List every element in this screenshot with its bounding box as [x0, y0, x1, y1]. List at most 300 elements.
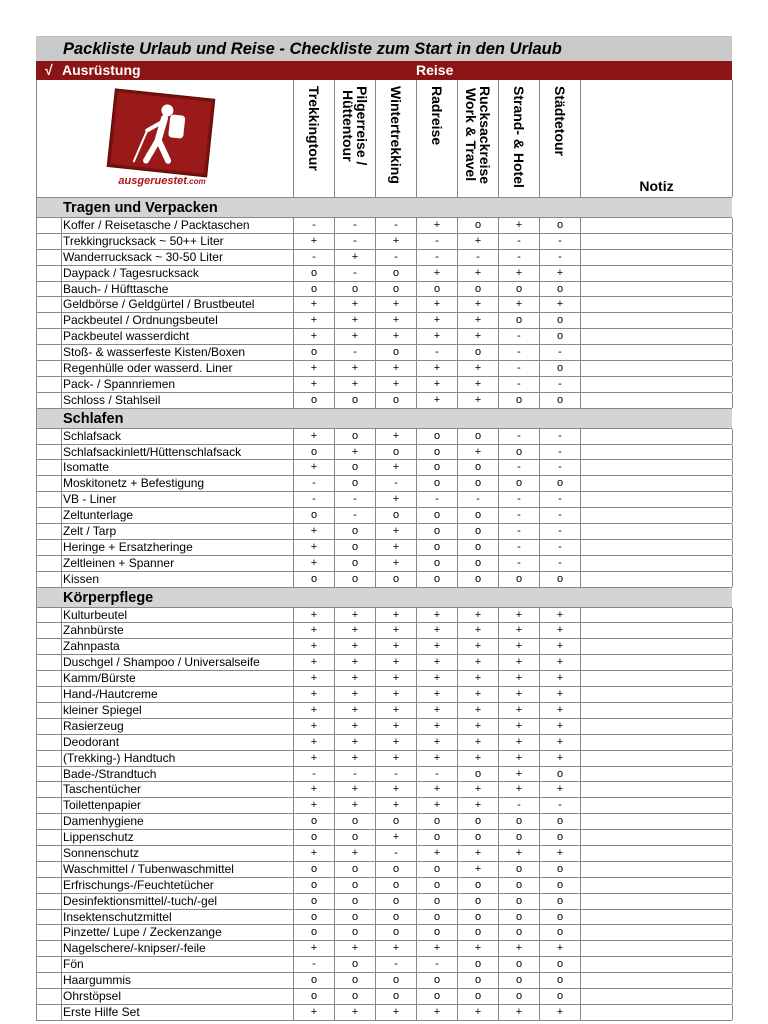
notiz-cell[interactable]	[580, 925, 733, 940]
notiz-cell[interactable]	[580, 313, 733, 328]
col-wintertrekking-value: +	[375, 313, 416, 328]
col-trekkingtour-value: o	[293, 266, 334, 281]
col-radreise-value: +	[416, 1005, 457, 1020]
col-pilgerreise-value: o	[334, 878, 375, 893]
notiz-cell[interactable]	[580, 973, 733, 988]
col-staedtetour-value: +	[539, 608, 580, 623]
item-name: Desinfektionsmittel/-tuch/-gel	[61, 894, 297, 909]
col-trekkingtour-value: o	[293, 445, 334, 460]
col-trekkingtour-value: +	[293, 719, 334, 734]
col-strand-hotel-value: +	[498, 608, 539, 623]
col-wintertrekking-value: +	[375, 687, 416, 702]
col-radreise-value: +	[416, 941, 457, 956]
notiz-label: Notiz	[639, 178, 674, 194]
col-radreise-value: +	[416, 703, 457, 718]
notiz-cell[interactable]	[580, 703, 733, 718]
notiz-cell[interactable]	[580, 989, 733, 1004]
col-trekkingtour-value: +	[293, 556, 334, 571]
col-wintertrekking-value: +	[375, 941, 416, 956]
col-rucksackreise-value: o	[457, 476, 498, 491]
col-strand-hotel-value: -	[498, 377, 539, 392]
col-wintertrekking-value: -	[375, 957, 416, 972]
item-name: Trekkingrucksack ~ 50++ Liter	[61, 234, 297, 249]
col-trekkingtour-value: o	[293, 989, 334, 1004]
col-strand-hotel-value: -	[498, 250, 539, 265]
notiz-cell[interactable]	[580, 393, 733, 408]
section-header: Schlafen	[36, 409, 732, 429]
col-trekkingtour-value: o	[293, 910, 334, 925]
table-row	[36, 540, 732, 556]
notiz-cell[interactable]	[580, 798, 733, 813]
table-row	[36, 572, 732, 588]
table-row	[36, 282, 732, 298]
col-wintertrekking-value: +	[375, 297, 416, 312]
col-staedtetour-value: o	[539, 862, 580, 877]
notiz-cell[interactable]	[580, 540, 733, 555]
col-rucksackreise-value: +	[457, 1005, 498, 1020]
col-strand-hotel-value: +	[498, 941, 539, 956]
notiz-cell[interactable]	[580, 782, 733, 797]
col-trekkingtour-value: -	[293, 250, 334, 265]
col-trekkingtour-value: +	[293, 234, 334, 249]
item-name: kleiner Spiegel	[61, 703, 297, 718]
notiz-cell[interactable]	[580, 218, 733, 233]
col-radreise-value: o	[416, 429, 457, 444]
col-staedtetour-value: +	[539, 687, 580, 702]
col-staedtetour-value: o	[539, 767, 580, 782]
notiz-cell[interactable]	[580, 719, 733, 734]
col-pilgerreise-value: o	[334, 556, 375, 571]
item-name: Moskitonetz + Befestigung	[61, 476, 297, 491]
col-radreise-value: -	[416, 492, 457, 507]
col-radreise-value: o	[416, 973, 457, 988]
item-name: Zeltunterlage	[61, 508, 297, 523]
notiz-cell[interactable]	[580, 862, 733, 877]
col-radreise-value: +	[416, 639, 457, 654]
col-wintertrekking-value: o	[375, 925, 416, 940]
col-rucksackreise-value: +	[457, 313, 498, 328]
notiz-cell[interactable]	[580, 476, 733, 491]
col-pilgerreise-value: o	[334, 540, 375, 555]
col-trekkingtour-value: -	[293, 767, 334, 782]
col-staedtetour-value: +	[539, 751, 580, 766]
col-staedtetour-value: +	[539, 655, 580, 670]
col-wintertrekking-value: +	[375, 1005, 416, 1020]
col-radreise-value: o	[416, 925, 457, 940]
notiz-cell[interactable]	[580, 735, 733, 750]
item-name: Stoß- & wasserfeste Kisten/Boxen	[61, 345, 297, 360]
notiz-cell[interactable]	[580, 524, 733, 539]
col-staedtetour-value: o	[539, 814, 580, 829]
item-name: Schlafsack	[61, 429, 297, 444]
notiz-cell[interactable]	[580, 894, 733, 909]
col-wintertrekking-value: -	[375, 476, 416, 491]
col-pilgerreise-value: +	[334, 623, 375, 638]
col-trekkingtour-value: +	[293, 297, 334, 312]
col-wintertrekking-value: o	[375, 989, 416, 1004]
col-radreise-value: +	[416, 735, 457, 750]
col-radreise-value: +	[416, 671, 457, 686]
notiz-cell[interactable]	[580, 767, 733, 782]
table-row	[36, 846, 732, 862]
col-pilgerreise-value: +	[334, 846, 375, 861]
col-staedtetour-value: +	[539, 623, 580, 638]
notiz-cell[interactable]	[580, 266, 733, 281]
col-pilgerreise-value: +	[334, 329, 375, 344]
notiz-cell[interactable]	[580, 941, 733, 956]
item-name: Kamm/Bürste	[61, 671, 297, 686]
item-name: Kulturbeutel	[61, 608, 297, 623]
table-row	[36, 655, 732, 671]
col-radreise-value: +	[416, 329, 457, 344]
col-strand-hotel-value: +	[498, 655, 539, 670]
col-pilgerreise-value: -	[334, 234, 375, 249]
col-radreise-value: o	[416, 524, 457, 539]
notiz-cell[interactable]	[580, 361, 733, 376]
item-name: Daypack / Tagesrucksack	[61, 266, 297, 281]
col-strand-hotel-value: +	[498, 1005, 539, 1020]
col-radreise-value: o	[416, 556, 457, 571]
col-strand-hotel-value: -	[498, 429, 539, 444]
col-rucksackreise-value: o	[457, 910, 498, 925]
col-radreise-value: o	[416, 476, 457, 491]
col-trekkingtour-value: o	[293, 393, 334, 408]
table-row	[36, 925, 732, 941]
col-rucksackreise-value: +	[457, 393, 498, 408]
col-radreise-value: +	[416, 687, 457, 702]
col-pilgerreise-value: o	[334, 393, 375, 408]
col-strand-hotel-value: o	[498, 572, 539, 587]
item-name: Geldbörse / Geldgürtel / Brustbeutel	[61, 297, 297, 312]
col-staedtetour-value: -	[539, 377, 580, 392]
col-pilgerreise-value: +	[334, 735, 375, 750]
col-radreise-header	[416, 80, 457, 197]
col-staedtetour-value: -	[539, 460, 580, 475]
col-rucksackreise-value: o	[457, 540, 498, 555]
col-strand-hotel-value: o	[498, 393, 539, 408]
col-strand-hotel-value: o	[498, 973, 539, 988]
table-row	[36, 608, 732, 624]
col-trekkingtour-value: +	[293, 671, 334, 686]
item-name: (Trekking-) Handtuch	[61, 751, 297, 766]
col-wintertrekking-value: o	[375, 572, 416, 587]
col-trekkingtour-value: +	[293, 524, 334, 539]
notiz-cell[interactable]	[580, 957, 733, 972]
col-strand-hotel-value: -	[498, 524, 539, 539]
col-pilgerreise-value: +	[334, 297, 375, 312]
col-strand-hotel-value: +	[498, 671, 539, 686]
col-pilgerreise-value: o	[334, 282, 375, 297]
notiz-cell[interactable]	[580, 846, 733, 861]
notiz-cell[interactable]	[580, 751, 733, 766]
col-wintertrekking-value: o	[375, 878, 416, 893]
section-header: Tragen und Verpacken	[36, 198, 732, 218]
table-row	[36, 639, 732, 655]
col-pilgerreise-header	[334, 80, 375, 197]
col-pilgerreise-value: +	[334, 361, 375, 376]
item-name: Zelt / Tarp	[61, 524, 297, 539]
table-row	[36, 556, 732, 572]
col-staedtetour-value: -	[539, 445, 580, 460]
col-wintertrekking-value: +	[375, 798, 416, 813]
col-rucksackreise-value: +	[457, 751, 498, 766]
col-staedtetour-value: o	[539, 361, 580, 376]
col-rucksackreise-value: +	[457, 687, 498, 702]
col-wintertrekking-value: +	[375, 492, 416, 507]
col-rucksackreise-value: o	[457, 345, 498, 360]
notiz-cell[interactable]	[580, 556, 733, 571]
col-rucksackreise-value: +	[457, 719, 498, 734]
col-rucksackreise-value: o	[457, 282, 498, 297]
table-row	[36, 429, 732, 445]
col-rucksackreise-header	[457, 80, 498, 197]
notiz-cell[interactable]	[580, 572, 733, 587]
item-name: Bade-/Strandtuch	[61, 767, 297, 782]
col-trekkingtour-value: o	[293, 973, 334, 988]
item-name: Haargummis	[61, 973, 297, 988]
notiz-cell[interactable]	[580, 608, 733, 623]
col-rucksackreise-value: +	[457, 782, 498, 797]
notiz-cell[interactable]	[580, 377, 733, 392]
col-trekkingtour-value: -	[293, 218, 334, 233]
col-radreise-value: o	[416, 282, 457, 297]
col-strand-hotel-value: o	[498, 894, 539, 909]
item-name: Deodorant	[61, 735, 297, 750]
col-wintertrekking-value: +	[375, 234, 416, 249]
col-staedtetour-value: o	[539, 973, 580, 988]
notiz-cell[interactable]	[580, 878, 733, 893]
col-trekkingtour-value: +	[293, 846, 334, 861]
notiz-cell[interactable]	[580, 1005, 733, 1020]
col-radreise-value: -	[416, 345, 457, 360]
col-staedtetour-value: o	[539, 878, 580, 893]
col-radreise-value: o	[416, 894, 457, 909]
item-name: Packbeutel / Ordnungsbeutel	[61, 313, 297, 328]
col-pilgerreise-value: -	[334, 767, 375, 782]
col-trekkingtour-value: o	[293, 878, 334, 893]
col-rucksackreise-value: +	[457, 297, 498, 312]
col-wintertrekking-value: -	[375, 846, 416, 861]
col-staedtetour-value: o	[539, 218, 580, 233]
item-name: Taschentücher	[61, 782, 297, 797]
table-row	[36, 767, 732, 783]
notiz-cell[interactable]	[580, 345, 733, 360]
notiz-cell[interactable]	[580, 655, 733, 670]
col-rucksackreise-value: +	[457, 266, 498, 281]
col-pilgerreise-value: o	[334, 814, 375, 829]
col-rucksackreise-value: o	[457, 989, 498, 1004]
col-staedtetour-value: +	[539, 846, 580, 861]
col-strand-hotel-value: +	[498, 703, 539, 718]
col-pilgerreise-value: o	[334, 894, 375, 909]
notiz-cell[interactable]	[580, 492, 733, 507]
logo-text: ausgeruestet.com	[118, 175, 206, 187]
column-label: Trekkingtour	[306, 86, 322, 171]
table-row	[36, 361, 732, 377]
col-staedtetour-value: +	[539, 703, 580, 718]
col-rucksackreise-value: o	[457, 429, 498, 444]
col-staedtetour-value: +	[539, 297, 580, 312]
col-trekkingtour-value: o	[293, 814, 334, 829]
col-strand-hotel-value: o	[498, 445, 539, 460]
col-rucksackreise-value: +	[457, 608, 498, 623]
table-row	[36, 297, 732, 313]
notiz-cell[interactable]	[580, 250, 733, 265]
col-pilgerreise-value: +	[334, 608, 375, 623]
item-name: VB - Liner	[61, 492, 297, 507]
table-row	[36, 941, 732, 957]
notiz-cell[interactable]	[580, 623, 733, 638]
table-row	[36, 687, 732, 703]
hiker-logo	[99, 88, 225, 190]
col-wintertrekking-header	[375, 80, 416, 197]
col-staedtetour-value: o	[539, 282, 580, 297]
col-rucksackreise-value: o	[457, 524, 498, 539]
item-name: Pinzette/ Lupe / Zeckenzange	[61, 925, 297, 940]
col-strand-hotel-value: +	[498, 782, 539, 797]
col-rucksackreise-value: o	[457, 814, 498, 829]
col-pilgerreise-value: o	[334, 989, 375, 1004]
notiz-cell[interactable]	[580, 671, 733, 686]
column-header-row	[36, 80, 732, 198]
col-strand-hotel-value: +	[498, 735, 539, 750]
packing-list-sheet	[36, 36, 732, 1021]
col-trekkingtour-value: +	[293, 687, 334, 702]
notiz-cell[interactable]	[580, 910, 733, 925]
col-notiz-header	[580, 80, 733, 197]
col-trekkingtour-value: +	[293, 639, 334, 654]
item-name: Zahnbürste	[61, 623, 297, 638]
notiz-cell[interactable]	[580, 508, 733, 523]
col-pilgerreise-value: +	[334, 751, 375, 766]
col-strand-hotel-value: -	[498, 492, 539, 507]
col-staedtetour-value: o	[539, 572, 580, 587]
notiz-cell[interactable]	[580, 814, 733, 829]
item-name: Waschmittel / Tubenwaschmittel	[61, 862, 297, 877]
item-name: Ohrstöpsel	[61, 989, 297, 1004]
item-name: Nagelschere/-knipser/-feile	[61, 941, 297, 956]
col-strand-hotel-value: +	[498, 719, 539, 734]
col-trekkingtour-value: -	[293, 957, 334, 972]
col-trekkingtour-header	[293, 80, 334, 197]
col-wintertrekking-value: +	[375, 782, 416, 797]
col-rucksackreise-value: +	[457, 655, 498, 670]
notiz-cell[interactable]	[580, 234, 733, 249]
col-radreise-value: o	[416, 989, 457, 1004]
col-wintertrekking-value: +	[375, 540, 416, 555]
col-staedtetour-value: o	[539, 894, 580, 909]
notiz-cell[interactable]	[580, 687, 733, 702]
col-trekkingtour-value: o	[293, 508, 334, 523]
col-pilgerreise-value: +	[334, 445, 375, 460]
col-strand-hotel-value: o	[498, 476, 539, 491]
col-wintertrekking-value: o	[375, 508, 416, 523]
col-radreise-value: -	[416, 234, 457, 249]
col-strand-hotel-value: o	[498, 282, 539, 297]
col-pilgerreise-value: +	[334, 687, 375, 702]
col-trekkingtour-value: +	[293, 735, 334, 750]
notiz-cell[interactable]	[580, 297, 733, 312]
table-row	[36, 345, 732, 361]
table-row	[36, 250, 732, 266]
col-staedtetour-value: +	[539, 639, 580, 654]
table-row	[36, 313, 732, 329]
col-trekkingtour-value: +	[293, 798, 334, 813]
col-strand-hotel-value: -	[498, 540, 539, 555]
col-rucksackreise-value: -	[457, 250, 498, 265]
col-wintertrekking-value: o	[375, 282, 416, 297]
col-radreise-value: +	[416, 719, 457, 734]
col-strand-hotel-value: o	[498, 910, 539, 925]
col-rucksackreise-value: +	[457, 846, 498, 861]
col-rucksackreise-value: o	[457, 894, 498, 909]
col-rucksackreise-value: o	[457, 830, 498, 845]
table-row	[36, 910, 732, 926]
col-pilgerreise-value: o	[334, 862, 375, 877]
notiz-cell[interactable]	[580, 282, 733, 297]
table-row	[36, 234, 732, 250]
col-wintertrekking-value: +	[375, 460, 416, 475]
col-strand-hotel-value: +	[498, 218, 539, 233]
col-radreise-value: -	[416, 767, 457, 782]
notiz-cell[interactable]	[580, 830, 733, 845]
col-radreise-value: o	[416, 814, 457, 829]
item-name: Erfrischungs-/Feuchtetücher	[61, 878, 297, 893]
col-strand-hotel-value: +	[498, 297, 539, 312]
table-row	[36, 989, 732, 1005]
col-strand-hotel-value: -	[498, 460, 539, 475]
col-strand-hotel-value: -	[498, 798, 539, 813]
col-staedtetour-value: -	[539, 234, 580, 249]
col-strand-hotel-value: +	[498, 846, 539, 861]
col-rucksackreise-value: +	[457, 671, 498, 686]
item-name: Heringe + Ersatzheringe	[61, 540, 297, 555]
col-rucksackreise-value: o	[457, 925, 498, 940]
col-wintertrekking-value: +	[375, 329, 416, 344]
col-trekkingtour-value: o	[293, 830, 334, 845]
col-wintertrekking-value: +	[375, 429, 416, 444]
col-staedtetour-value: -	[539, 345, 580, 360]
notiz-cell[interactable]	[580, 329, 733, 344]
notiz-cell[interactable]	[580, 639, 733, 654]
col-radreise-value: +	[416, 846, 457, 861]
col-radreise-value: +	[416, 608, 457, 623]
col-rucksackreise-value: o	[457, 767, 498, 782]
item-name: Schloss / Stahlseil	[61, 393, 297, 408]
col-wintertrekking-value: +	[375, 751, 416, 766]
col-trekkingtour-value: o	[293, 862, 334, 877]
col-radreise-value: +	[416, 218, 457, 233]
notiz-cell[interactable]	[580, 429, 733, 444]
notiz-cell[interactable]	[580, 445, 733, 460]
column-label: Radreise	[429, 86, 445, 146]
col-pilgerreise-value: -	[334, 218, 375, 233]
notiz-cell[interactable]	[580, 460, 733, 475]
col-pilgerreise-value: -	[334, 266, 375, 281]
col-strand-hotel-value: +	[498, 639, 539, 654]
col-staedtetour-value: o	[539, 989, 580, 1004]
col-strand-hotel-value: -	[498, 234, 539, 249]
col-rucksackreise-value: o	[457, 218, 498, 233]
item-name: Damenhygiene	[61, 814, 297, 829]
col-staedtetour-value: +	[539, 719, 580, 734]
col-rucksackreise-value: +	[457, 862, 498, 877]
col-trekkingtour-value: +	[293, 540, 334, 555]
table-row	[36, 814, 732, 830]
col-pilgerreise-value: -	[334, 508, 375, 523]
col-trekkingtour-value: +	[293, 608, 334, 623]
col-rucksackreise-value: +	[457, 735, 498, 750]
